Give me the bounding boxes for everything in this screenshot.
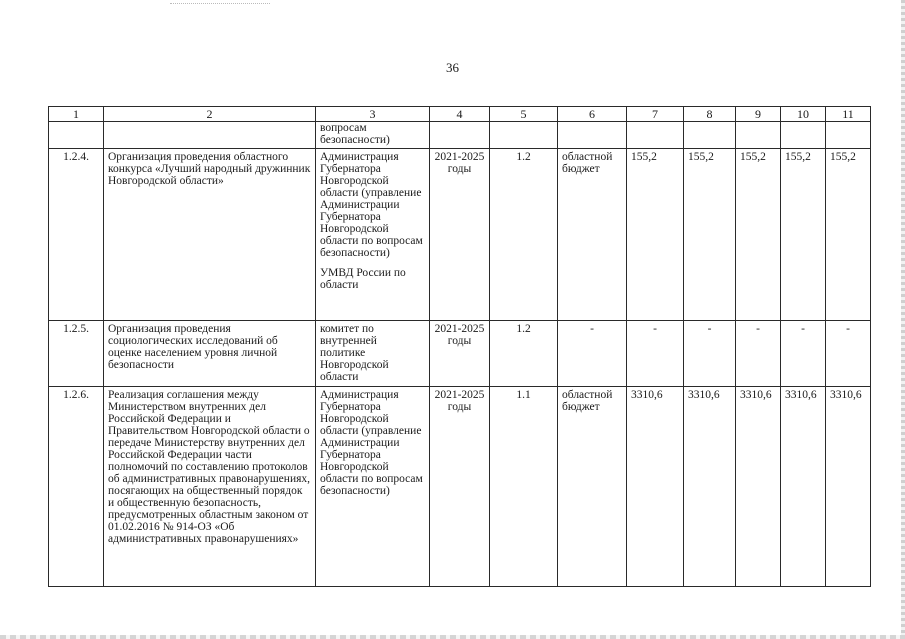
cell-value-7: 155,2 xyxy=(627,149,684,321)
header-cell: 9 xyxy=(736,107,781,122)
header-cell: 10 xyxy=(781,107,826,122)
scan-top-mark xyxy=(170,0,270,4)
cell-value-11: 155,2 xyxy=(826,149,871,321)
cell-num: 1.2.5. xyxy=(49,321,104,387)
cell-value-9 xyxy=(736,122,781,149)
table-row xyxy=(49,149,871,321)
scan-right-edge xyxy=(901,0,905,639)
cell-value-7 xyxy=(627,122,684,149)
cell-num xyxy=(49,122,104,149)
cell-value-10: 3310,6 xyxy=(781,387,826,587)
cell-value-7: - xyxy=(627,321,684,387)
cell-value-9: 3310,6 xyxy=(736,387,781,587)
cell-value-8: 155,2 xyxy=(684,149,736,321)
cell-name: Организация проведения социологических исследований об оценке населением уровня личной безопасности xyxy=(104,321,316,387)
page-number: 36 xyxy=(446,60,459,75)
cell-num: 1.2.6. xyxy=(49,387,104,587)
cell-source xyxy=(558,122,627,149)
header-cell: 2 xyxy=(104,107,316,122)
header-cell: 5 xyxy=(490,107,558,122)
cell-term: 2021-2025 годы xyxy=(430,387,490,587)
cell-executor: Администрация Губернатора Новгородской области (управление Администрации Губернатора Новгородской области по вопросам безопасности) xyxy=(316,387,430,587)
header-row xyxy=(49,107,871,122)
cell-target: 1.2 xyxy=(490,149,558,321)
header-cell: 1 xyxy=(49,107,104,122)
cell-value-11: 3310,6 xyxy=(826,387,871,587)
cell-term: 2021-2025 годы xyxy=(430,321,490,387)
program-table xyxy=(48,106,871,587)
cell-value-7: 3310,6 xyxy=(627,387,684,587)
cell-value-10: 155,2 xyxy=(781,149,826,321)
header-cell: 8 xyxy=(684,107,736,122)
cell-source: - xyxy=(558,321,627,387)
cell-value-10 xyxy=(781,122,826,149)
header-cell: 11 xyxy=(826,107,871,122)
header-cell: 6 xyxy=(558,107,627,122)
cell-source: областной бюджет xyxy=(558,387,627,587)
cell-num: 1.2.4. xyxy=(49,149,104,321)
cell-value-11: - xyxy=(826,321,871,387)
header-cell: 3 xyxy=(316,107,430,122)
cell-term: 2021-2025 годы xyxy=(430,149,490,321)
header-cell: 7 xyxy=(627,107,684,122)
cell-name xyxy=(104,122,316,149)
header-cell: 4 xyxy=(430,107,490,122)
cell-target: 1.2 xyxy=(490,321,558,387)
cell-target: 1.1 xyxy=(490,387,558,587)
cell-value-8 xyxy=(684,122,736,149)
cell-value-8: - xyxy=(684,321,736,387)
cell-value-11 xyxy=(826,122,871,149)
executor-main: Администрация Губернатора Новгородской области (управление Администрации Губернатора Новгородской области по вопросам безопасности) xyxy=(320,151,423,259)
table-row xyxy=(49,387,871,587)
cell-value-9: 155,2 xyxy=(736,149,781,321)
cell-name: Реализация соглашения между Министерством внутренних дел Российской Федерации и Правительством Новгородской области о передаче Министерству внутренних дел Российской Федерации части полномочий по составлению протоколов об административных правонарушениях, посягающих на общественный порядок и общественную безопасность, предусмотренных областным законом от 01.02.2016 № 914-ОЗ «Об административных правонарушениях» xyxy=(104,387,316,587)
table-row xyxy=(49,321,871,387)
scan-bottom-edge xyxy=(0,635,905,639)
executor-extra: УМВД России по области xyxy=(320,267,406,291)
cell-value-10: - xyxy=(781,321,826,387)
cell-source: областной бюджет xyxy=(558,149,627,321)
cell-executor: вопросам безопасности) xyxy=(316,122,430,149)
cell-term xyxy=(430,122,490,149)
table-row xyxy=(49,122,871,149)
cell-target xyxy=(490,122,558,149)
cell-value-8: 3310,6 xyxy=(684,387,736,587)
cell-value-9: - xyxy=(736,321,781,387)
cell-executor xyxy=(316,149,430,321)
cell-name: Организация проведения областного конкурса «Лучший народный дружинник Новгородской области» xyxy=(104,149,316,321)
cell-executor: комитет по внутренней политике Новгородской области xyxy=(316,321,430,387)
